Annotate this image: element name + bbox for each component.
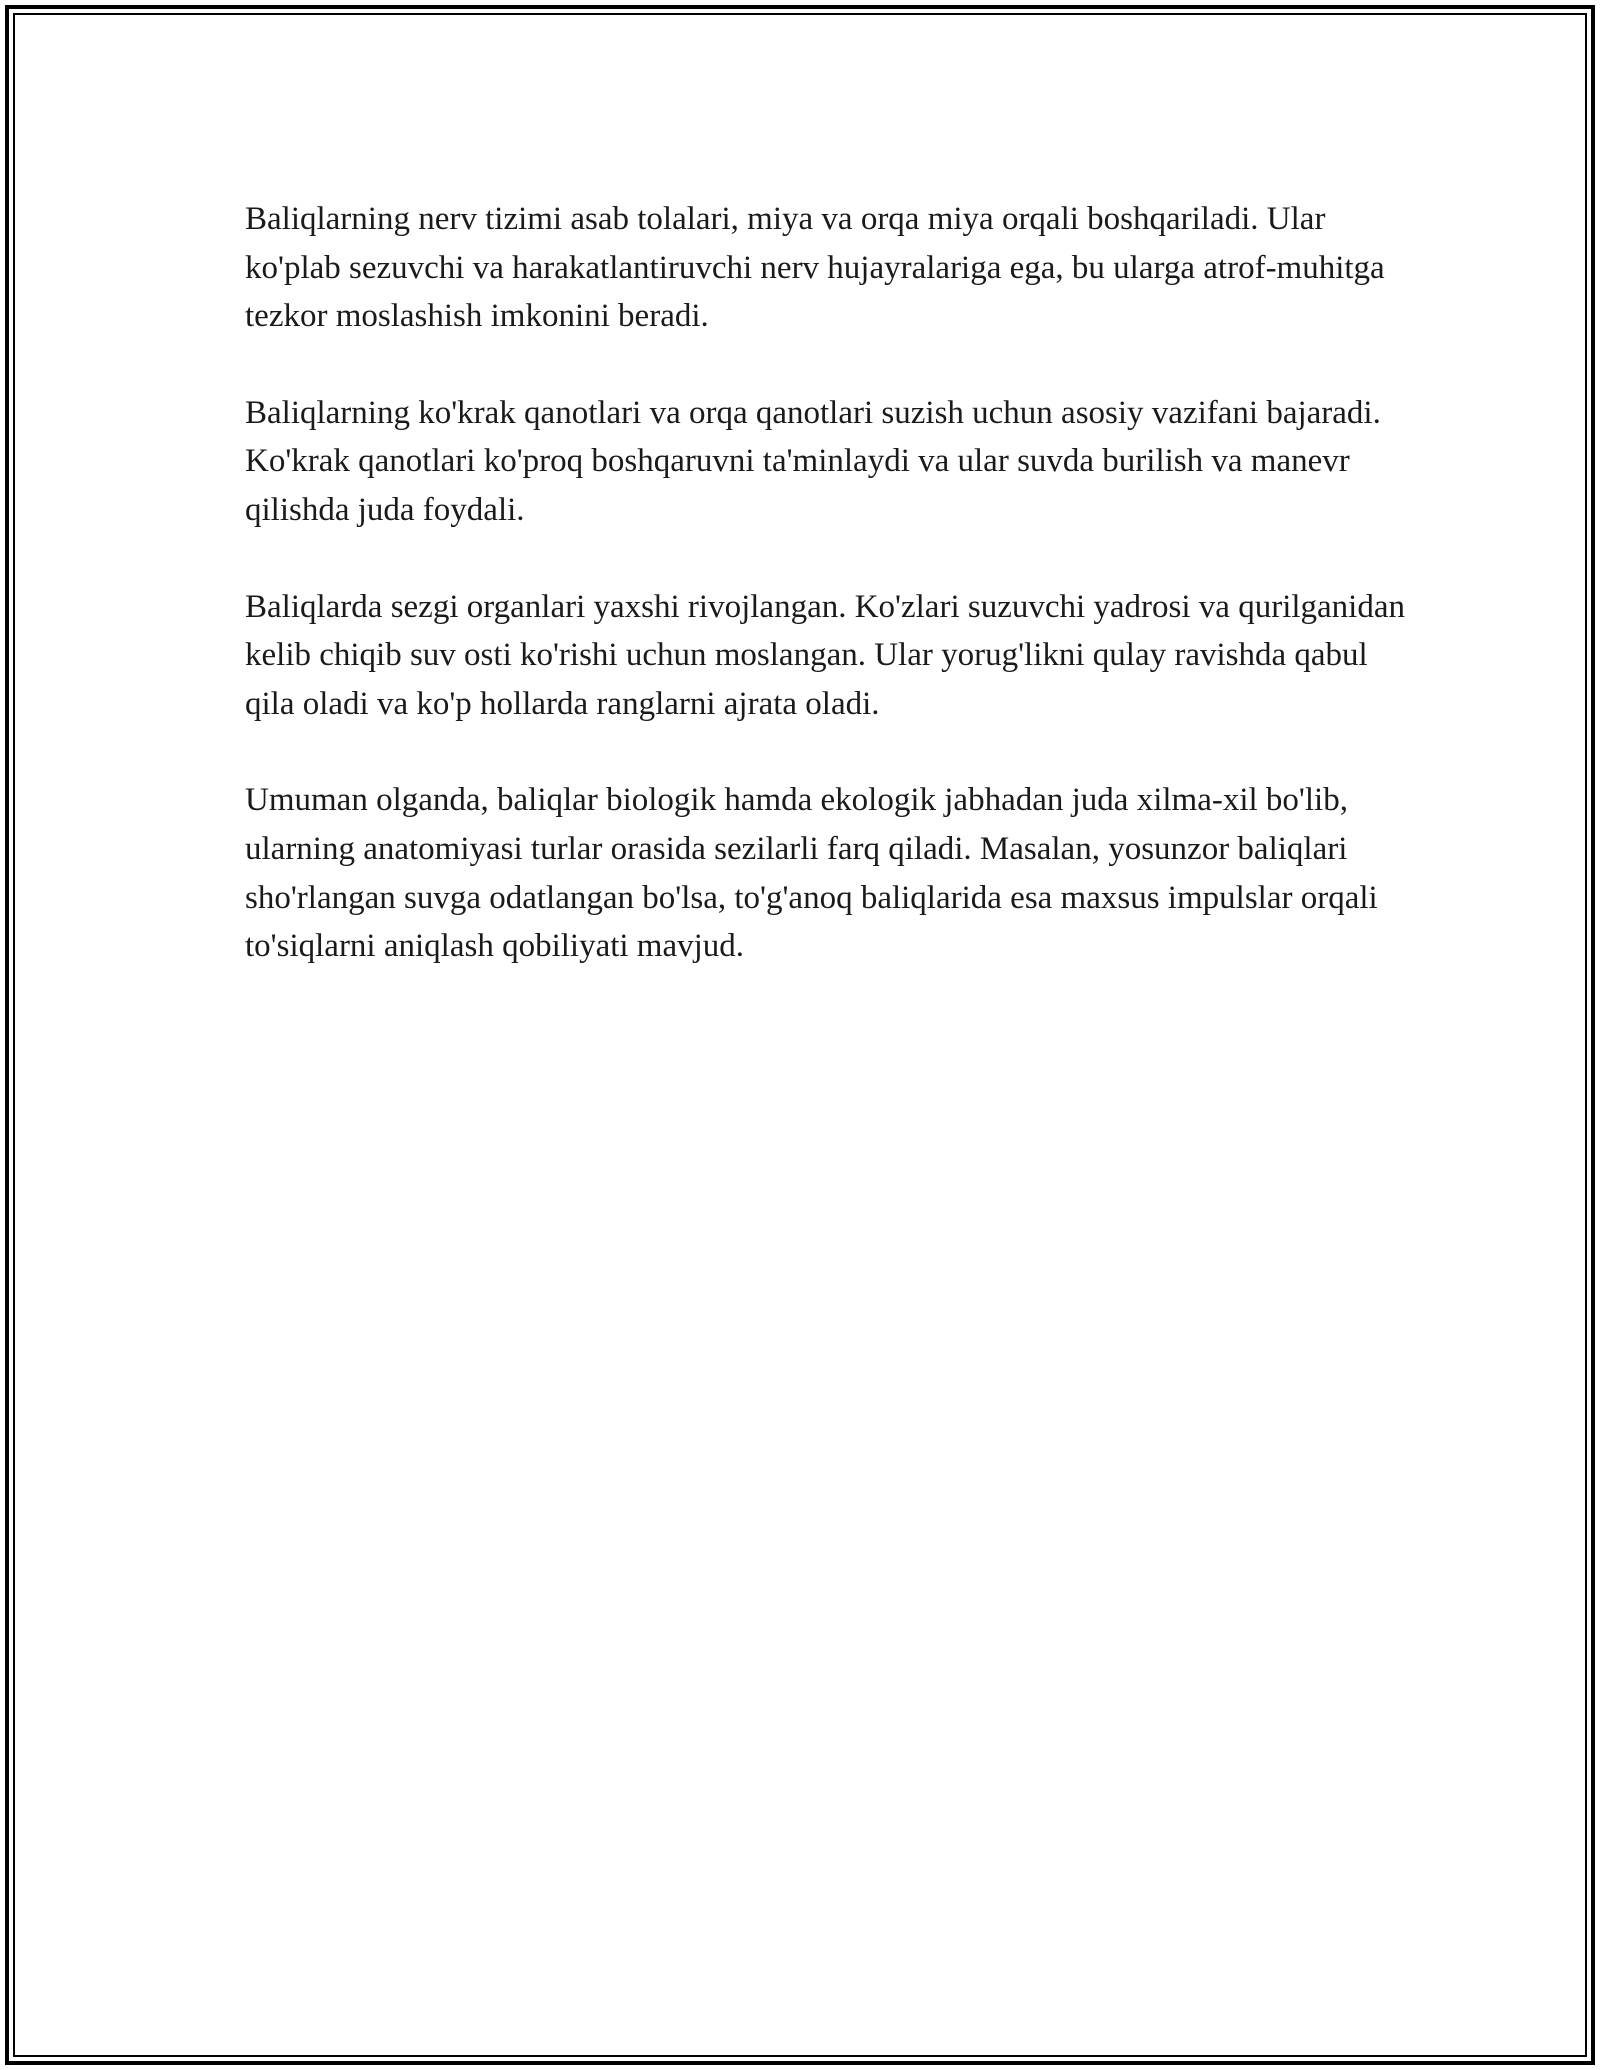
document-body — [245, 195, 1405, 1019]
paragraph-fins: Baliqlarning ko'krak qanotlari va orqa qanotlari suzish uchun asosiy vazifani bajaradi. Ko'krak qanotlari ko'proq boshqaruvni ta'minlaydi va ular suvda burilish va manevr qilishda juda foydali. — [245, 394, 1381, 528]
page-border — [5, 5, 1595, 2065]
paragraph-summary: Umuman olganda, baliqlar biologik hamda ekologik jabhadan juda xilma-xil bo'lib, ularning anatomiyasi turlar orasida sezilarli farq qiladi. Masalan, yosunzor baliqlari sho'rlangan suvga odatlangan bo'lsa, to'g'anoq baliqlarida esa maxsus impulslar orqali to'siqlarni aniqlash qobiliyati mavjud. — [245, 782, 1378, 965]
paragraph-sense-organs: Baliqlarda sezgi organlari yaxshi rivojlangan. Ko'zlari suzuvchi yadrosi va qurilganidan kelib chiqib suv osti ko'rishi uchun moslangan. Ular yorug'likni qulay ravishda qabul qila oladi va ko'p hollarda ranglarni ajrata oladi. — [245, 588, 1405, 722]
paragraph-nervous-system: Baliqlarning nerv tizimi asab tolalari, miya va orqa miya orqali boshqariladi. Ular ko'plab sezuvchi va harakatlantiruvchi nerv hujayralariga ega, bu ularga atrof-muhitga tezkor moslashish imkonini beradi. — [245, 201, 1385, 335]
